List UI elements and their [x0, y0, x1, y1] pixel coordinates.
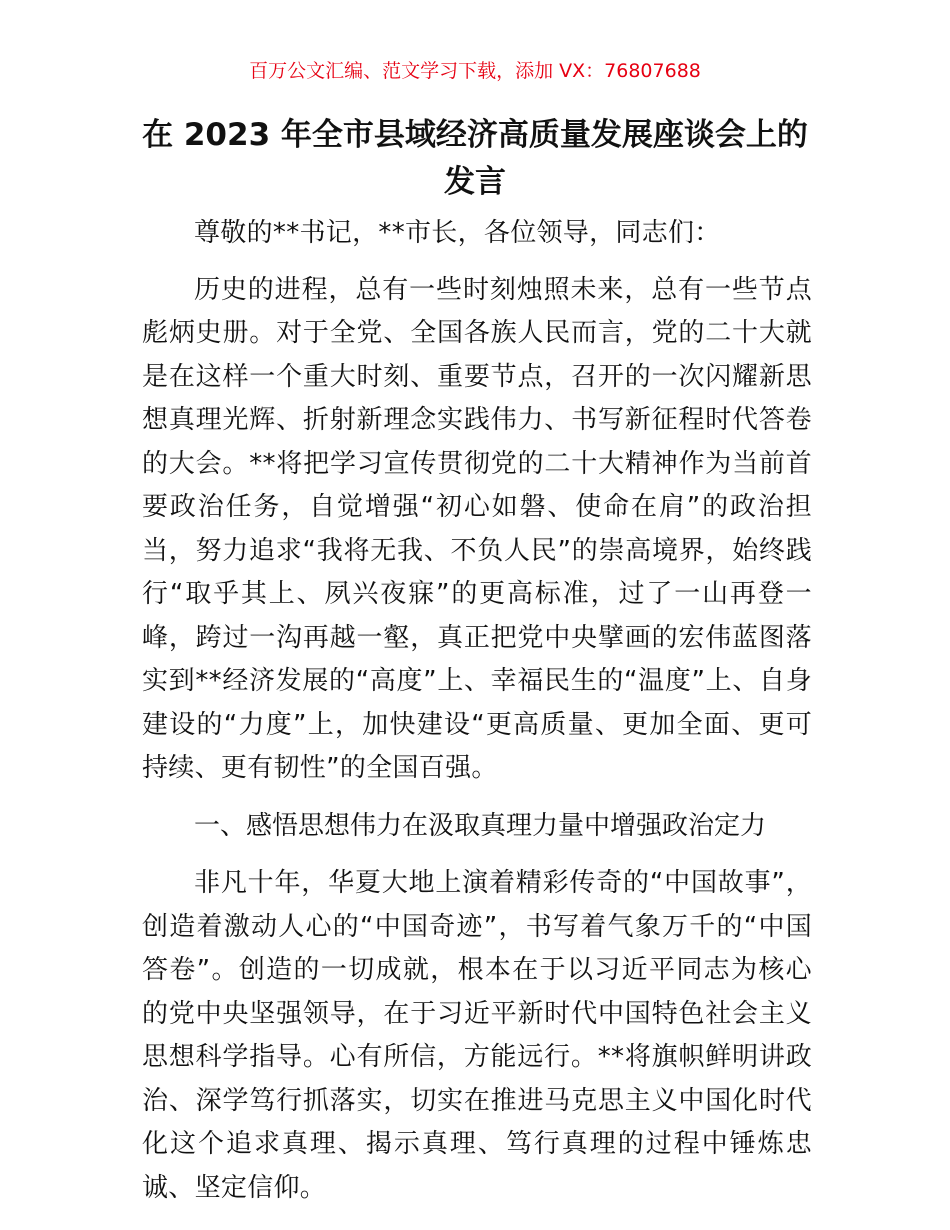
document-body: [142, 212, 812, 1224]
paragraph-intro: 历史的进程，总有一些时刻烛照未来，总有一些节点彪炳史册。对于全党、全国各族人民而言，党的二十大就是在这样一个重大时刻、重要节点，召开的一次闪耀新思想真理光辉、折射新理念实践伟力、书写新征程时代答卷的大会。**将把学习宣传贯彻党的二十大精神作为当前首要政治任务，自觉增强“初心如磐、使命在肩”的政治担当，努力追求“我将无我、不负人民”的崇高境界，始终践行“取乎其上、夙兴夜寐”的更高标准，过了一山再登一峰，跨过一沟再越一壑，真正把党中央擘画的宏伟蓝图落实到**经济发展的“高度”上、幸福民生的“温度”上、自身建设的“力度”上，加快建设“更高质量、更加全面、更可持续、更有韧性”的全国百强。: [142, 274, 812, 783]
title-line-1: 在 2023 年全市县域经济高质量发展座谈会上的: [142, 117, 808, 153]
salutation: 尊敬的**书记，**市长，各位领导，同志们：: [194, 218, 721, 248]
section-heading-1: 一、感悟思想伟力在汲取真理力量中增强政治定力: [194, 810, 767, 841]
title-line-2: 发言: [444, 164, 506, 200]
header-promo-note: 百万公文汇编、范文学习下载，添加 VX：76807688: [249, 60, 701, 82]
paragraph-section-1: 非凡十年，华夏大地上演着精彩传奇的“中国故事”，创造着激动人心的“中国奇迹”，书写着气象万千的“中国答卷”。创造的一切成就，根本在于以习近平同志为核心的党中央坚强领导，在于习近平新时代中国特色社会主义思想科学指导。心有所信，方能远行。**将旗帜鲜明讲政治、深学笃行抓落实，切实在推进马克思主义中国化时代化这个追求真理、揭示真理、笃行真理的过程中锤炼忠诚、坚定信仰。: [142, 868, 812, 1203]
document-title: [130, 112, 820, 206]
